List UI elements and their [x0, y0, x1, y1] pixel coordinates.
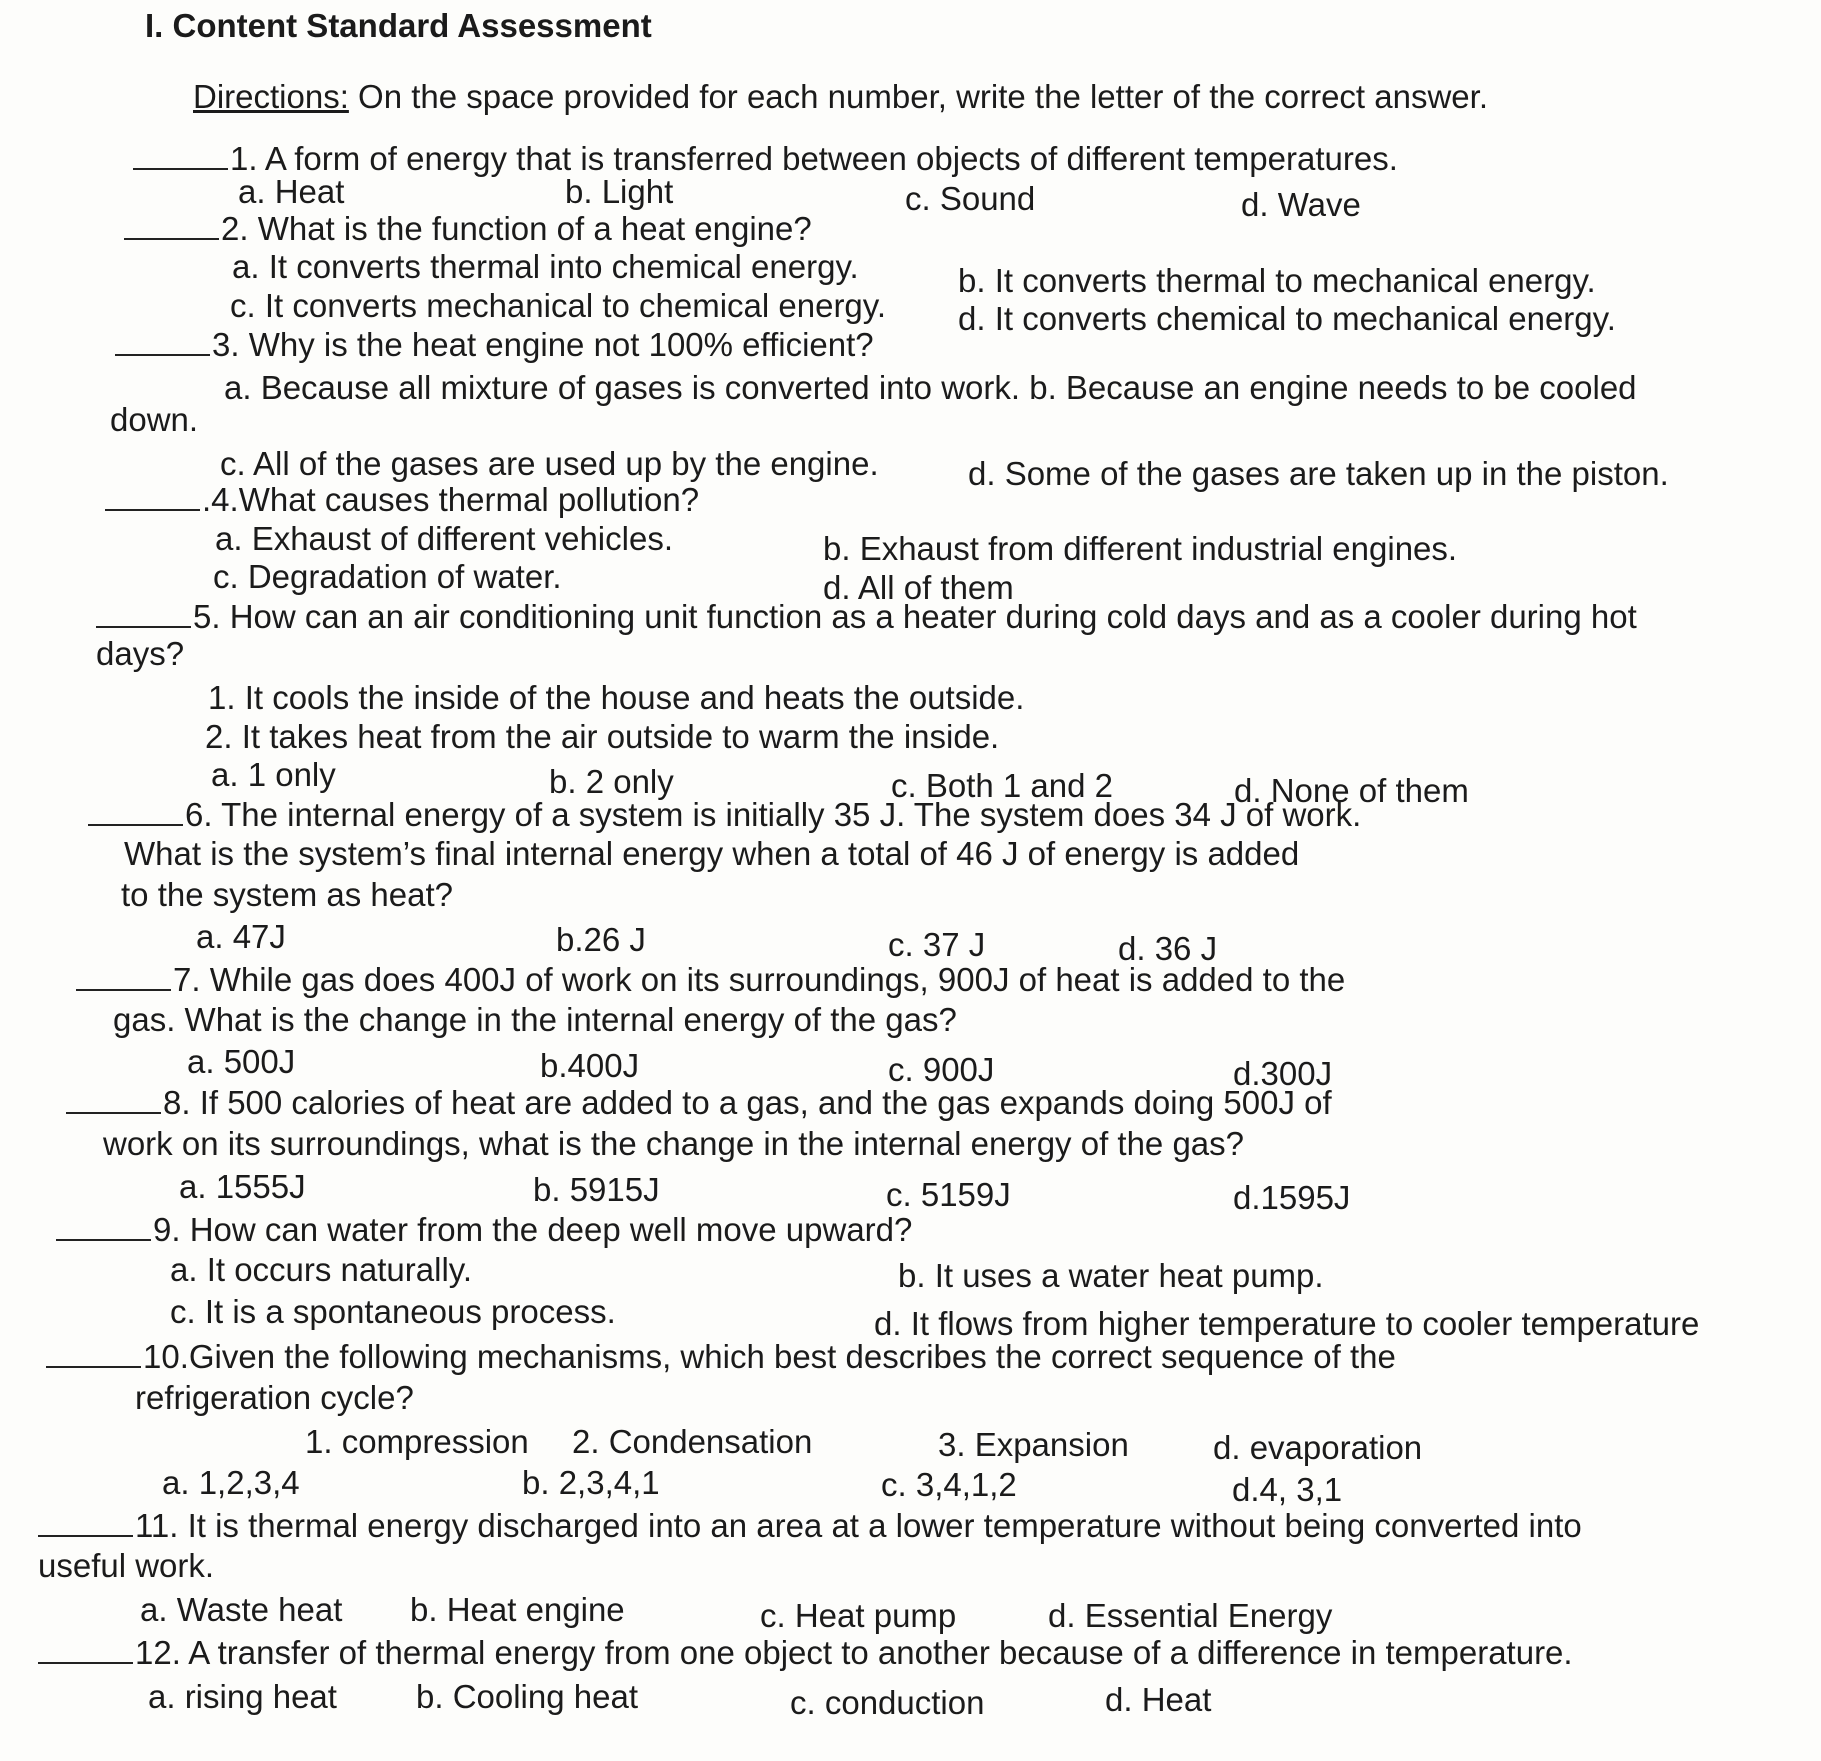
q4-option-d: d. All of them: [823, 569, 1014, 606]
answer-blank-5[interactable]: [96, 600, 191, 628]
q7-stem-line-2: gas. What is the change in the internal energy of the gas?: [113, 1001, 957, 1038]
question-6: [88, 795, 1361, 835]
q6-option-d: d. 36 J: [1118, 930, 1218, 967]
q11-option-a: a. Waste heat: [140, 1591, 343, 1628]
question-4: [105, 480, 699, 520]
q5-option-b: b. 2 only: [549, 763, 674, 800]
question-5-stem: 5. How can an air conditioning unit function as a heater during cold days and as a cooler during hot: [193, 598, 1637, 635]
q5-option-a: a. 1 only: [211, 756, 336, 793]
answer-blank-8[interactable]: [66, 1086, 161, 1114]
q8-option-b: b. 5915J: [533, 1171, 660, 1208]
question-11: [38, 1506, 1582, 1546]
question-7-stem: 7. While gas does 400J of work on its surroundings, 900J of heat is added to the: [173, 961, 1346, 998]
directions: [193, 77, 1488, 117]
q10-mechanism-4: d. evaporation: [1213, 1429, 1423, 1466]
question-9-stem: 9. How can water from the deep well move upward?: [153, 1211, 913, 1248]
q9-option-a: a. It occurs naturally.: [170, 1251, 473, 1288]
q4-option-b: b. Exhaust from different industrial engines.: [823, 530, 1458, 567]
q6-option-a: a. 47J: [196, 918, 286, 955]
q11-stem-wrap: useful work.: [38, 1547, 215, 1584]
q10-mechanism-3: 3. Expansion: [938, 1426, 1129, 1463]
answer-blank-3[interactable]: [115, 328, 210, 356]
q4-option-c: c. Degradation of water.: [213, 558, 562, 595]
question-4-stem: .4.What causes thermal pollution?: [202, 481, 700, 518]
question-12: [38, 1633, 1573, 1673]
answer-blank-1[interactable]: [133, 142, 228, 170]
q10-mechanism-1: 1. compression: [305, 1423, 529, 1460]
q5-option-d: d. None of them: [1234, 772, 1469, 809]
question-3: [115, 325, 874, 365]
question-8: [66, 1083, 1332, 1123]
q1-option-b: b. Light: [565, 173, 674, 210]
directions-text: On the space provided for each number, write the letter of the correct answer.: [348, 78, 1488, 115]
section-title: I. Content Standard Assessment: [145, 7, 652, 44]
question-3-stem: 3. Why is the heat engine not 100% efficient?: [212, 326, 874, 363]
question-6-stem: 6. The internal energy of a system is initially 35 J. The system does 34 J of work.: [185, 796, 1362, 833]
q12-option-b: b. Cooling heat: [416, 1678, 638, 1715]
question-11-stem: 11. It is thermal energy discharged into an area at a lower temperature without being converted into: [135, 1507, 1582, 1544]
q8-option-d: d.1595J: [1233, 1179, 1351, 1216]
q10-option-d: d.4, 3,1: [1232, 1471, 1343, 1508]
q6-option-b: b.26 J: [556, 921, 646, 958]
q10-option-b: b. 2,3,4,1: [522, 1464, 660, 1501]
q7-option-d: d.300J: [1233, 1055, 1333, 1092]
q1-option-a: a. Heat: [238, 173, 345, 210]
q8-option-a: a. 1555J: [179, 1168, 306, 1205]
q10-mechanism-2: 2. Condensation: [572, 1423, 813, 1460]
q1-option-c: c. Sound: [905, 180, 1036, 217]
q5-option-c: c. Both 1 and 2: [891, 767, 1113, 804]
q5-statement-1: 1. It cools the inside of the house and heats the outside.: [208, 679, 1025, 716]
question-2-stem: 2. What is the function of a heat engine?: [221, 210, 812, 247]
q12-option-c: c. conduction: [790, 1684, 985, 1721]
question-10: [46, 1337, 1396, 1377]
q2-option-b: b. It converts thermal to mechanical energy.: [958, 262, 1596, 299]
q2-option-d: d. It converts chemical to mechanical energy.: [958, 300, 1616, 337]
question-5: [96, 597, 1637, 637]
question-1-stem: 1. A form of energy that is transferred between objects of different temperatures.: [230, 140, 1398, 177]
q8-stem-line-2: work on its surroundings, what is the change in the internal energy of the gas?: [103, 1125, 1245, 1162]
answer-blank-7[interactable]: [76, 963, 171, 991]
q12-option-a: a. rising heat: [148, 1678, 337, 1715]
q1-option-d: d. Wave: [1241, 186, 1361, 223]
q4-option-a: a. Exhaust of different vehicles.: [215, 520, 673, 557]
answer-blank-11[interactable]: [38, 1509, 133, 1537]
answer-blank-4[interactable]: [105, 483, 200, 511]
directions-label: Directions:: [193, 78, 349, 115]
q2-option-c: c. It converts mechanical to chemical energy.: [230, 287, 887, 324]
q11-option-d: d. Essential Energy: [1048, 1597, 1333, 1634]
q7-option-c: c. 900J: [888, 1051, 995, 1088]
answer-blank-6[interactable]: [88, 798, 183, 826]
answer-blank-12[interactable]: [38, 1636, 133, 1664]
q2-option-a: a. It converts thermal into chemical energy.: [232, 248, 859, 285]
question-10-stem: 10.Given the following mechanisms, which best describes the correct sequence of the: [143, 1338, 1396, 1375]
q6-stem-line-2: What is the system’s final internal energy when a total of 46 J of energy is added: [124, 835, 1300, 872]
q10-option-c: c. 3,4,1,2: [881, 1466, 1017, 1503]
question-7: [76, 960, 1345, 1000]
answer-blank-9[interactable]: [56, 1213, 151, 1241]
q11-option-c: c. Heat pump: [760, 1597, 957, 1634]
q6-stem-line-3: to the system as heat?: [121, 876, 454, 913]
answer-blank-10[interactable]: [46, 1340, 141, 1368]
q11-option-b: b. Heat engine: [410, 1591, 625, 1628]
q9-option-d: d. It flows from higher temperature to cooler temperature: [874, 1305, 1700, 1342]
q10-stem-line-2: refrigeration cycle?: [135, 1379, 414, 1416]
answer-blank-2[interactable]: [124, 212, 219, 240]
q3-options-a-b: a. Because all mixture of gases is converted into work. b. Because an engine needs to be cooled: [224, 369, 1637, 406]
q7-option-b: b.400J: [540, 1047, 640, 1084]
q7-option-a: a. 500J: [187, 1043, 296, 1080]
q5-stem-wrap: days?: [96, 635, 185, 672]
q5-statement-2: 2. It takes heat from the air outside to warm the inside.: [205, 718, 1000, 755]
question-8-stem: 8. If 500 calories of heat are added to a gas, and the gas expands doing 500J of: [163, 1084, 1332, 1121]
q6-option-c: c. 37 J: [888, 926, 986, 963]
q12-option-d: d. Heat: [1105, 1681, 1212, 1718]
question-12-stem: 12. A transfer of thermal energy from one object to another because of a difference in temperature.: [135, 1634, 1573, 1671]
q9-option-b: b. It uses a water heat pump.: [898, 1257, 1324, 1294]
q3-options-wrap: down.: [110, 401, 199, 438]
q9-option-c: c. It is a spontaneous process.: [170, 1293, 616, 1330]
question-2: [124, 209, 812, 249]
q10-option-a: a. 1,2,3,4: [162, 1464, 300, 1501]
q8-option-c: c. 5159J: [886, 1176, 1011, 1213]
question-9: [56, 1210, 912, 1250]
q3-option-d: d. Some of the gases are taken up in the piston.: [968, 455, 1669, 492]
q3-option-c: c. All of the gases are used up by the engine.: [220, 445, 879, 482]
